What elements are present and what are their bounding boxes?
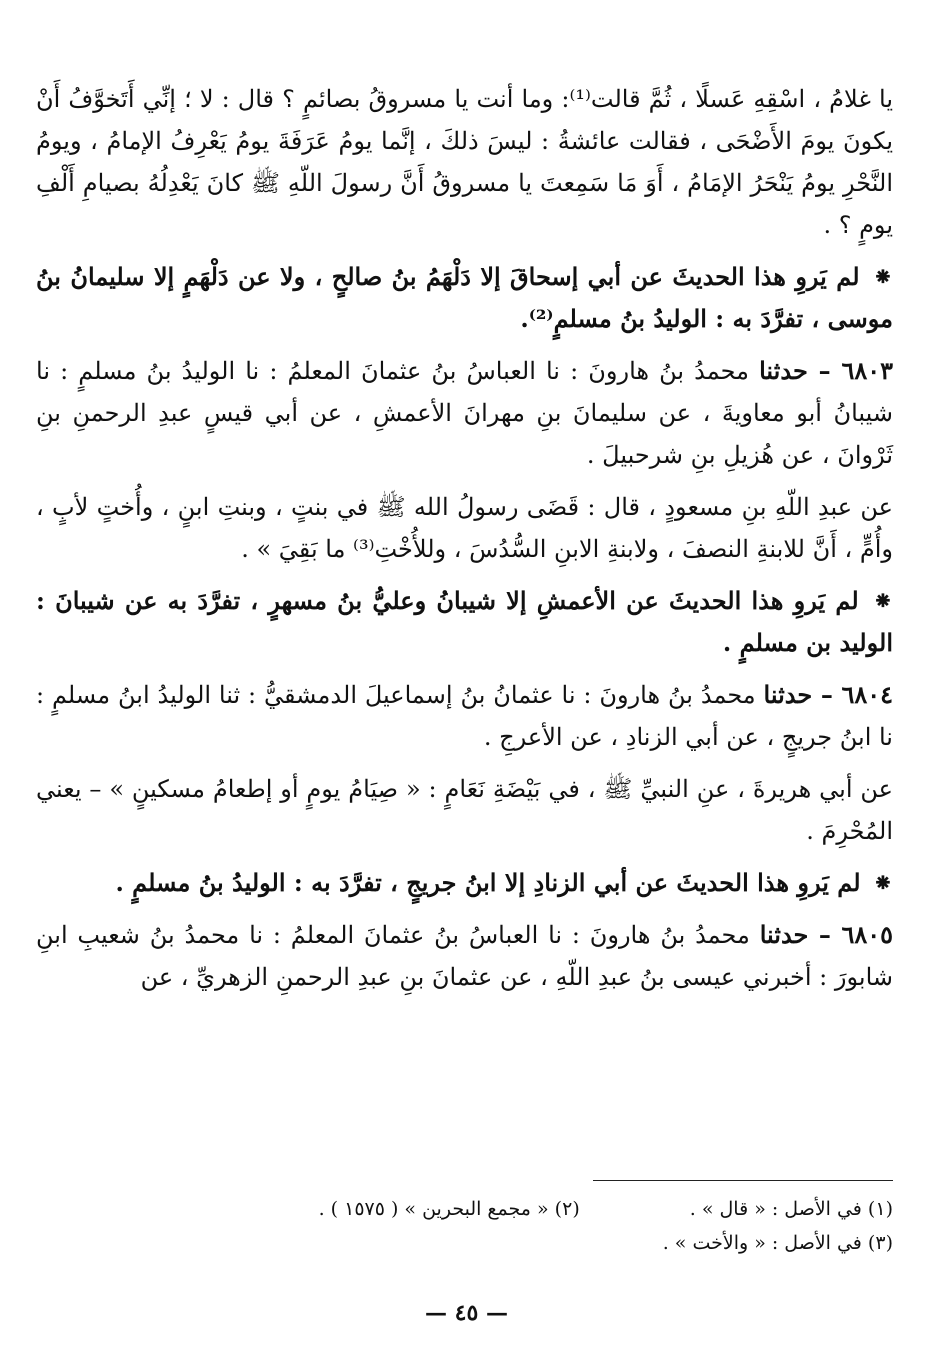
number-dash: – [812, 680, 842, 709]
paragraph-text: عن أبي هريرةَ ، عنِ النبيِّ ﷺ ، في بَيْضَةِ نَعَامٍ : « صِيَامُ يومٍ أو إطعامُ مسكينٍ » – يعني المُحْرِمَ . [36, 775, 893, 845]
hadith-entry-6804 [36, 674, 893, 758]
chain-text: محمدُ بنُ هارونَ : نا العباسُ بنُ عثمانَ المعلمُ : نا الوليدُ بنُ مسلمٍ : نا شيبانُ أبو معاويةَ ، عن سليمانَ بنِ مهرانَ الأعمشِ ، عن أبي قيسٍ عبدِ الرحمنِ بنِ ثَرْوانَ ، عن هُزيلِ بنِ شرحبيلَ . [36, 357, 893, 469]
chain-text: محمدُ بنُ هارونَ : نا عثمانُ بنُ إسماعيلَ الدمشقيُّ : ثنا الوليدُ ابنُ مسلمٍ : نا ابنُ جريجٍ ، عن أبي الزنادِ ، عن الأعرجِ . [36, 681, 893, 751]
body-paragraph [36, 486, 893, 570]
star-icon: ⁕ [872, 262, 894, 291]
note-text: لم يَروِ هذا الحديثَ عن الأعمشِ إلا شيبانُ وعليُّ بنُ مسهرٍ ، تفرَّدَ به عن شيبانَ : الوليد بن مسلمٍ . [36, 586, 893, 657]
footnote-divider [593, 1180, 893, 1181]
footnote-3: (٣) في الأصل : « والأخت » . [662, 1232, 893, 1254]
footnotes [36, 1192, 893, 1260]
paragraph-text: عن عبدِ اللّهِ بنِ مسعودٍ ، قال : قَضَى رسولُ الله ﷺ في بنتٍ ، وبنتِ ابنٍ ، وأُختٍ لأبٍ ، وأُمٍّ ، أَنَّ للابنةِ النصفَ ، ولابنةِ الابنِ السُّدُسَ ، وللأُخْتِ⁽³⁾ ما بَقِيَ » . [36, 493, 893, 563]
footnote-row [36, 1192, 893, 1226]
chain-text: محمدُ بنُ هارونَ : نا العباسُ بنُ عثمانَ المعلمُ : نا محمدُ بنُ شعيبِ ابنِ شابورَ : أخبرني عيسى بنُ عبدِ اللّهِ ، عن عثمانَ بنِ عبدِ الرحمنِ الزهريِّ ، عن [36, 921, 893, 991]
star-icon: ⁕ [872, 868, 893, 897]
note-text: لم يَروِ هذا الحديثَ عن أبي الزنادِ إلا ابنُ جريجٍ ، تفرَّدَ به : الوليدُ بنُ مسلمٍ . [115, 868, 861, 897]
paragraph-text: يا غلامُ ، اسْقِهِ عَسلًا ، ثُمَّ قالت⁽¹⁾: وما أنت يا مسروقُ بصائمٍ ؟ قال : لا ؛ إنِّي أَتَخوَّفُ أَنْ يكونَ يومَ الأَضْحَى ، فقالت عائشةُ : ليسَ ذلكَ ، إنَّما يومُ عَرَفَةَ يومُ يَعْرِفُ الإمامُ ، ويومُ النَّحْرِ يومُ يَنْحَرُ الإمَامُ ، أَوَ مَا سَمِعتَ يا مسروقُ أَنَّ رسولَ اللّهِ ﷺ كانَ يَعْدِلُهُ بصيامِ أَلْفِ يومٍ ؟ . [36, 85, 894, 239]
note-text: لم يَروِ هذا الحديثَ عن أبي إسحاقَ إلا دَلْهَمُ بنُ صالحٍ ، ولا عن دَلْهَمٍ إلا سليمانُ بنُ موسى ، تفرَّدَ به : الوليدُ بنُ مسلمٍ⁽²⁾. [36, 262, 893, 333]
footnote-2: (٢) « مجمع البحرين » ( ١٥٧٥ ) . [318, 1198, 580, 1220]
page-number: — ٤٥ — [425, 1300, 508, 1326]
hadith-number: ٦٨٠٥ [841, 920, 893, 949]
footnote-1: (١) في الأصل : « قال » . [689, 1198, 893, 1220]
isnad-note [36, 862, 893, 904]
narration-label: حدثنا [759, 356, 808, 385]
number-dash: – [807, 356, 842, 385]
body-paragraph [36, 768, 893, 852]
number-dash: – [808, 920, 842, 949]
narration-label: حدثنا [759, 920, 809, 949]
narration-label: حدثنا [763, 680, 813, 709]
isnad-note [36, 256, 893, 340]
star-icon: ⁕ [872, 586, 894, 615]
hadith-number: ٦٨٠٣ [841, 356, 893, 385]
footnote-row [36, 1226, 893, 1260]
hadith-number: ٦٨٠٤ [841, 680, 893, 709]
body-paragraph [36, 78, 893, 246]
isnad-note [36, 580, 893, 664]
hadith-entry-6805 [36, 914, 893, 998]
hadith-entry-6803 [36, 350, 893, 476]
